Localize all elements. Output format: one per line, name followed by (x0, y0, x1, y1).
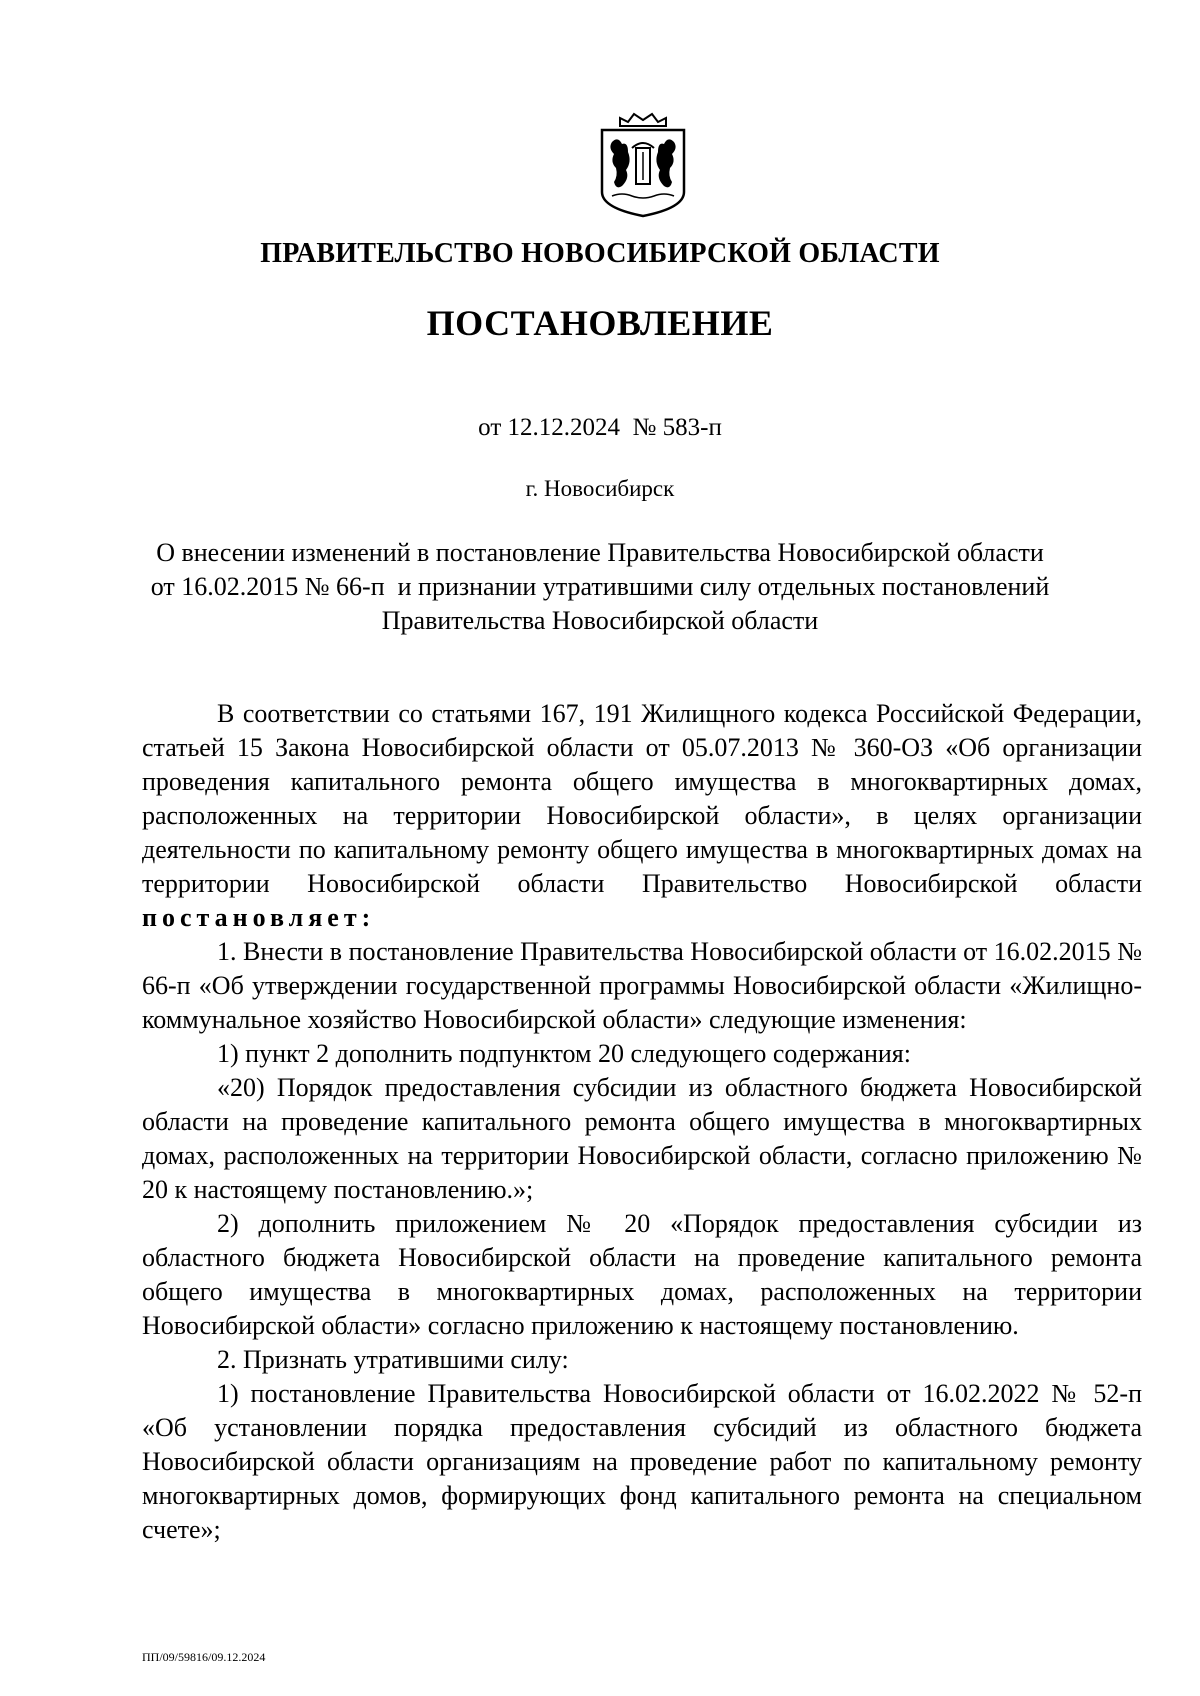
document-type: ПОСТАНОВЛЕНИЕ (426, 303, 774, 343)
organization-name: ПРАВИТЕЛЬСТВО НОВОСИБИРСКОЙ ОБЛАСТИ (260, 238, 940, 269)
body-paragraph: «20) Порядок предоставления субсидии из областного бюджета Новосибирской области на проведение капитального ремонта общего имущества в многоквартирных домах, расположенных на территории Новосибирской области, согласно приложению № 20 к настоящему постановлению.»; (142, 1073, 1142, 1204)
preamble-paragraph (142, 697, 1142, 935)
coat-of-arms-icon (598, 112, 688, 218)
document-body (142, 697, 1142, 1547)
body-paragraph: 1. Внести в постановление Правительства Новосибирской области от 16.02.2015 № 66-п «Об утверждении государственной программы Новосибирской области «Жилищно-коммунальное хозяйство Новосибирской области» следующие изменения: (142, 937, 1142, 1034)
document-footer-code: ПП/09/59816/09.12.2024 (142, 1650, 266, 1664)
subject-line: Правительства Новосибирской области (381, 606, 819, 635)
preamble-text: В соответствии со статьями 167, 191 Жилищного кодекса Российской Федерации, статьей 15 Закона Новосибирской области от 05.07.2013 № 360-ОЗ «Об организации проведения капитального ремонта общего имущества в многоквартирных домах, расположенных на территории Новосибирской области», в целях организации деятельности по капитальному ремонту общего имущества в многоквартирных домах на территории Новосибирской области Правительство Новосибирской области (142, 699, 1142, 898)
body-paragraph: 1) пункт 2 дополнить подпунктом 20 следующего содержания: (217, 1039, 911, 1068)
document-date-number: от 12.12.2024 № 583-п (478, 414, 722, 441)
body-paragraph: 1) постановление Правительства Новосибирской области от 16.02.2022 № 52-п «Об установлении порядка предоставления субсидий из областного бюджета Новосибирской области организациям на проведение работ по капитальному ремонту многоквартирных домов, формирующих фонд капитального ремонта на специальном счете»; (142, 1379, 1142, 1544)
body-paragraph: 2. Признать утратившими силу: (217, 1345, 569, 1374)
document-subject (0, 536, 1200, 638)
decrees-word: постановляет: (142, 903, 376, 932)
body-paragraph: 2) дополнить приложением № 20 «Порядок предоставления субсидии из областного бюджета Новосибирской области на проведение капитального ремонта общего имущества в многоквартирных домах, расположенных на территории Новосибирской области» согласно приложению к настоящему постановлению. (142, 1209, 1142, 1340)
document-city: г. Новосибирск (525, 476, 675, 501)
subject-line: О внесении изменений в постановление Правительства Новосибирской области (156, 538, 1044, 567)
subject-line: от 16.02.2015 № 66-п и признании утратившими силу отдельных постановлений (150, 572, 1050, 601)
